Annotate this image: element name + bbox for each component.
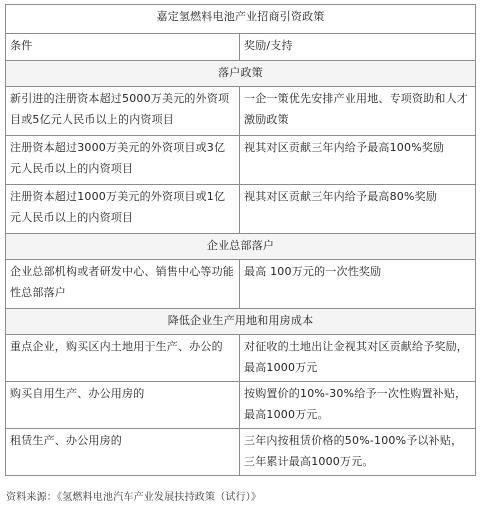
section-row — [6, 61, 476, 87]
row-condition: 购买自用生产、办公用房的 — [6, 382, 240, 429]
header-reward: 奖励/支持 — [240, 34, 476, 61]
table-row — [6, 136, 476, 185]
table-row — [6, 335, 476, 382]
table-row — [6, 429, 476, 476]
section-heading-settlement: 落户政策 — [6, 61, 476, 87]
policy-table — [5, 4, 476, 476]
row-reward: 一企一策优先安排产业用地、专项资助和人才激励政策 — [240, 87, 476, 136]
row-reward: 视其对区贡献三年内给予最高100%奖励 — [240, 136, 476, 185]
table-header-row — [6, 34, 476, 61]
row-condition: 租赁生产、办公用房的 — [6, 429, 240, 476]
table-title-row — [6, 5, 476, 34]
section-heading-land-cost: 降低企业生产用地和用房成本 — [6, 309, 476, 335]
row-condition: 注册资本超过1000万美元的外资项目或1亿元人民币以上的内资项目 — [6, 185, 240, 234]
header-condition: 条件 — [6, 34, 240, 61]
section-row — [6, 309, 476, 335]
section-heading-headquarters: 企业总部落户 — [6, 234, 476, 260]
table-row — [6, 185, 476, 234]
table-row — [6, 260, 476, 309]
row-condition: 企业总部机构或者研发中心、销售中心等功能性总部落户 — [6, 260, 240, 309]
source-note: 资料来源：《氢燃料电池汽车产业发展扶持政策（试行）》 — [6, 492, 262, 503]
section-row — [6, 234, 476, 260]
row-reward: 视其对区贡献三年内给予最高80%奖励 — [240, 185, 476, 234]
row-condition: 新引进的注册资本超过5000万美元的外资项目或5亿元人民币以上的内资项目 — [6, 87, 240, 136]
row-reward: 三年内按租赁价格的50%-100%予以补贴，三年累计最高1000万元。 — [240, 429, 476, 476]
row-condition: 注册资本超过3000万美元的外资项目或3亿元人民币以上的内资项目 — [6, 136, 240, 185]
table-row — [6, 87, 476, 136]
table-row — [6, 382, 476, 429]
row-condition: 重点企业，购买区内土地用于生产、办公的 — [6, 335, 240, 382]
row-reward: 对征收的土地出让金视其对区贡献给予奖励，最高1000万元 — [240, 335, 476, 382]
row-reward: 按购置价的10%-30%给予一次性购置补贴，最高1000万元。 — [240, 382, 476, 429]
row-reward: 最高 100万元的一次性奖励 — [240, 260, 476, 309]
table-title: 嘉定氢燃料电池产业招商引资政策 — [6, 5, 476, 34]
